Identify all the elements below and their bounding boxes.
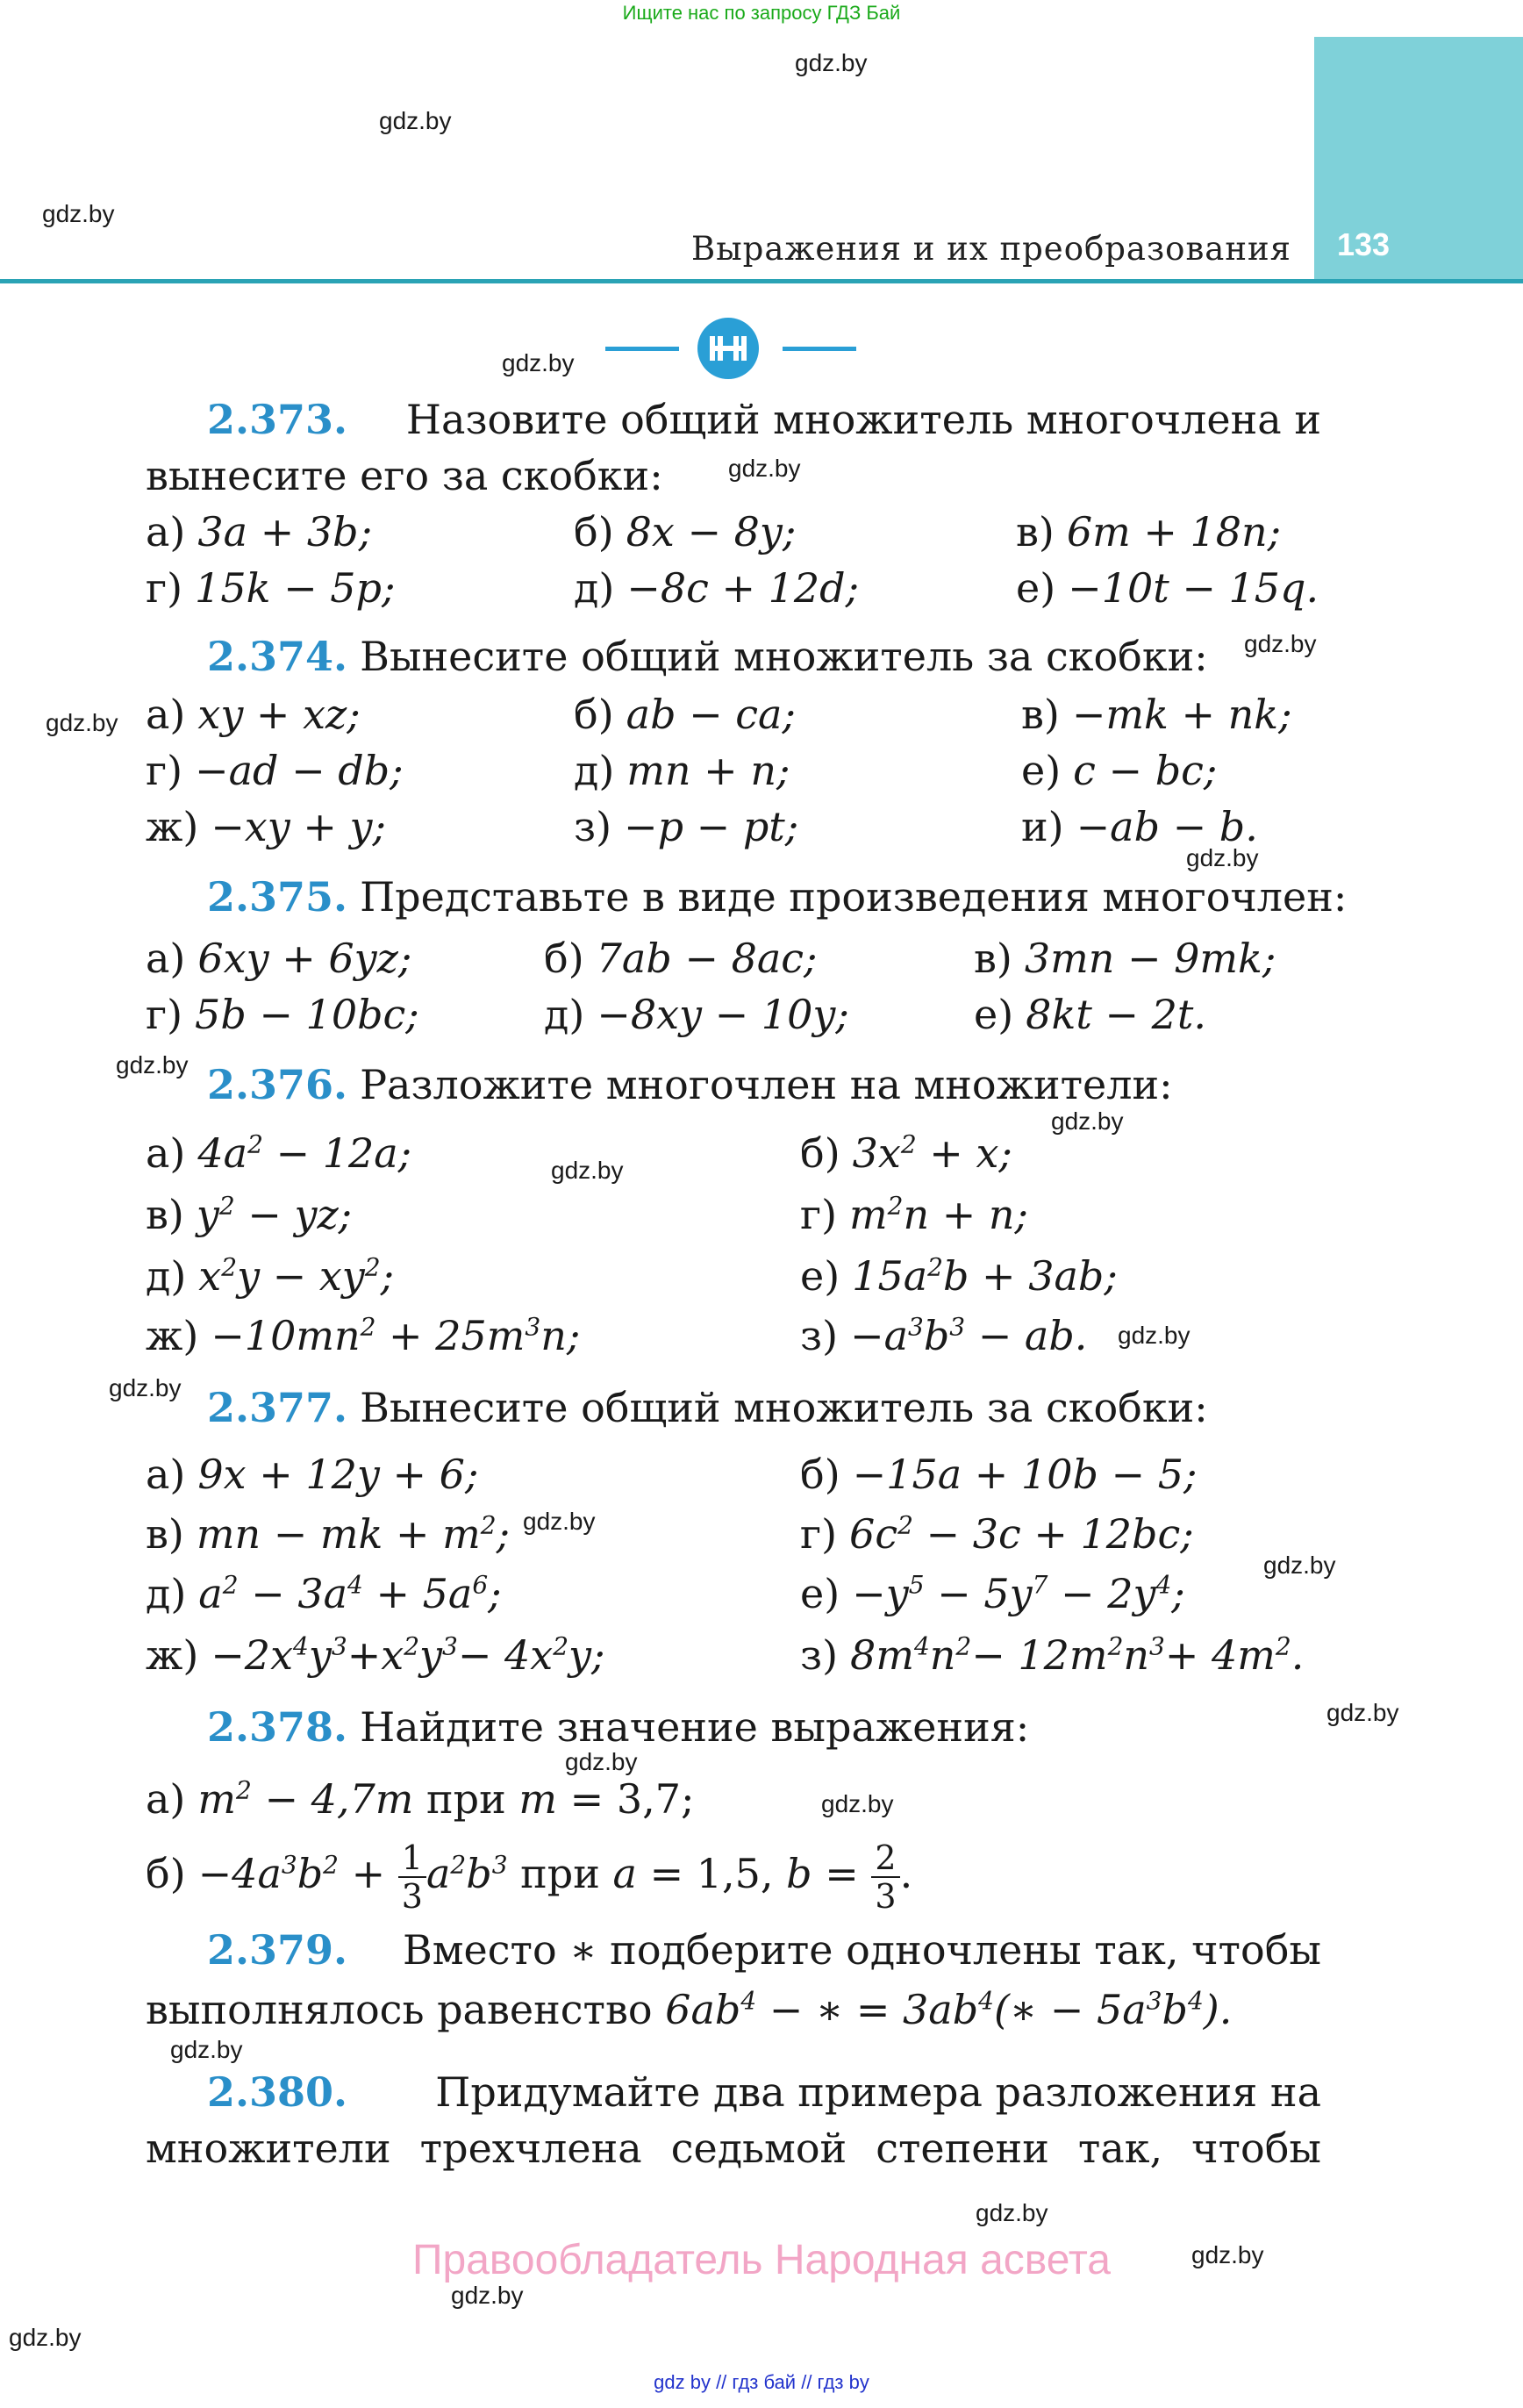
answer-item: ж) −xy + y; (146, 803, 387, 850)
dumbbell-icon-plate (733, 336, 739, 361)
watermark: gdz.by (976, 2199, 1048, 2226)
answer-item: и) −ab − b. (1021, 803, 1258, 850)
answer-item: д) mn + n; (574, 747, 790, 794)
answer-item: г) 15k − 5p; (146, 564, 396, 612)
exercise-number: 2.380. (207, 2068, 348, 2116)
watermark: gdz.by (728, 455, 801, 482)
answer-item: е) $15a^2b + 3ab$; (800, 1252, 1118, 1300)
answer-item: б) $3x^2 + x$; (800, 1129, 1012, 1177)
answer-item: з) $8m^4n^2- 12m^2n^3+ 4m^2$. (800, 1631, 1305, 1679)
watermark: gdz.by (379, 107, 452, 134)
answer-item: д) −8xy − 10y; (544, 991, 849, 1038)
answer-item: в) −mk + nk; (1021, 691, 1292, 738)
header-divider (0, 279, 1523, 283)
answer-item: б) 8x − 8y; (574, 508, 797, 555)
answer-item: в) $y^2$ − yz; (146, 1191, 353, 1238)
exercise-number: 2.373. (207, 396, 348, 443)
dumbbell-icon-plate (710, 336, 715, 361)
watermark: gdz.by (1118, 1322, 1191, 1349)
answer-item: в) 6m + 18n; (1016, 508, 1282, 555)
exercise-2-376: 2.376. Разложите многочлен на множители: (207, 1061, 1173, 1108)
watermark: gdz.by (109, 1374, 182, 1401)
top-notice: Ищите нас по запросу ГДЗ Бай (622, 2, 901, 24)
answer-item: а) xy + xz; (146, 691, 361, 738)
exercise-text: Вместо ∗ подберите одночлены так, чтобы (402, 1926, 1321, 1974)
answer-item: $ж) -2x^4y^3+x^2y^3- 4x^2y$; (146, 1631, 605, 1679)
answer-item: д) −8c + 12d; (574, 564, 860, 612)
watermark: gdz.by (1186, 844, 1259, 871)
dumbbell-icon-plate (741, 336, 747, 361)
exercise-2-373 (146, 391, 1321, 504)
answer-item: б) 7ab − 8ac; (544, 935, 818, 982)
answer-item: $е) -y^5 - 5y^7 - 2y^4$; (800, 1570, 1185, 1617)
exercise-text: вынесите его за скобки: (146, 452, 663, 499)
exercise-text: Придумайте два примера разложения на (435, 2068, 1321, 2116)
answer-item: а) $m^2 - 4,7m$ при m = 3,7; (146, 1775, 695, 1823)
answer-item: е) c − bc; (1021, 747, 1218, 794)
exercise-number: 2.379. (207, 1926, 348, 1974)
answer-item: $б) -4a^3b^2$ + $\frac{1}{3}$ $a^2b^3$ при a = 1,5, b = $\frac{2}{3}$ . (146, 1838, 913, 1916)
watermark: gdz.by (116, 1051, 189, 1079)
answer-item: $ж) -10mn^2 + 25m^3n$; (146, 1312, 581, 1359)
watermark: gdz.by (565, 1748, 638, 1775)
watermark: gdz.by (1051, 1107, 1124, 1135)
watermark: gdz.by (821, 1790, 894, 1817)
watermark: gdz.by (1191, 2241, 1264, 2268)
exercise-2-375: 2.375. Представьте в виде произведения многочлен: (207, 873, 1348, 921)
answer-item: а) $4a^2 - 12a$; (146, 1129, 412, 1177)
answer-item: е) 8kt − 2t. (974, 991, 1206, 1038)
watermark: gdz.by (46, 709, 118, 736)
watermark: gdz.by (1263, 1552, 1336, 1579)
divider-line (783, 347, 856, 351)
answer-item: б) −15a + 10b − 5; (800, 1451, 1198, 1498)
answer-item: з) −p − pt; (574, 803, 799, 850)
answer-item: б) ab − ca; (574, 691, 796, 738)
watermark: gdz.by (170, 2036, 243, 2063)
watermark: gdz.by (502, 349, 575, 376)
watermark: gdz.by (523, 1508, 596, 1535)
answer-item: г) 5b − 10bc; (146, 991, 419, 1038)
answer-item: г) $m^2n + n$; (800, 1191, 1029, 1238)
page-number: 133 (1337, 226, 1391, 262)
watermark: gdz.by (1244, 630, 1317, 657)
answer-item: в) mn − mk + $m^2$; (146, 1510, 511, 1558)
bottom-links[interactable]: gdz by // гдз бай // гдз by (654, 2371, 869, 2393)
answer-item: д) $a^2 - 3a^4 + 5a^6$; (146, 1570, 502, 1617)
exercise-2-378: 2.378. Найдите значение выражения: (207, 1703, 1030, 1751)
dumbbell-icon-plate (718, 336, 723, 361)
answer-item: а) 9x + 12y + 6; (146, 1451, 479, 1498)
watermark: gdz.by (1326, 1699, 1399, 1726)
divider-line (605, 347, 679, 351)
section-title: Выражения и их преобразования (691, 230, 1291, 268)
exercise-text: выполнялось равенство (146, 1986, 653, 2033)
exercise-2-374: 2.374. Вынесите общий множитель за скобки: (207, 633, 1208, 680)
exercise-2-377: 2.377. Вынесите общий множитель за скобки: (207, 1384, 1208, 1431)
answer-item: а) 3a + 3b; (146, 508, 373, 555)
copyright-footer: Правообладатель Народная асвета (412, 2237, 1111, 2283)
answer-item: $з) -a^3b^3$ − ab. (800, 1312, 1088, 1359)
answer-item: е) −10t − 15q. (1016, 564, 1319, 612)
answer-item: д) $x^2y - xy^2$; (146, 1252, 395, 1300)
answer-item: в) 3mn − 9mk; (974, 935, 1276, 982)
watermark: gdz.by (42, 200, 115, 227)
answer-item: г) −ad − db; (146, 747, 404, 794)
exercise-2-380 (146, 2064, 1321, 2176)
answer-item: г) $6c^2 - 3c + 12bc$; (800, 1510, 1194, 1558)
watermark: gdz.by (795, 49, 868, 76)
watermark: gdz.by (551, 1157, 624, 1184)
watermark: gdz.by (9, 2324, 82, 2351)
exercise-text: множители трехчлена седьмой степени так, чтобы (146, 2125, 1321, 2172)
watermark: gdz.by (451, 2282, 524, 2309)
exercise-2-379: 2.379. Вместо ∗ подберите одночлены так, чтобы выполнялось равенство $6ab^4$ − ∗ = $3ab^4(∗ - 5a^3b^4)$. (146, 1922, 1321, 2038)
answer-item: а) 6xy + 6yz; (146, 935, 412, 982)
exercise-text: Назовите общий множитель многочлена и (405, 396, 1321, 443)
